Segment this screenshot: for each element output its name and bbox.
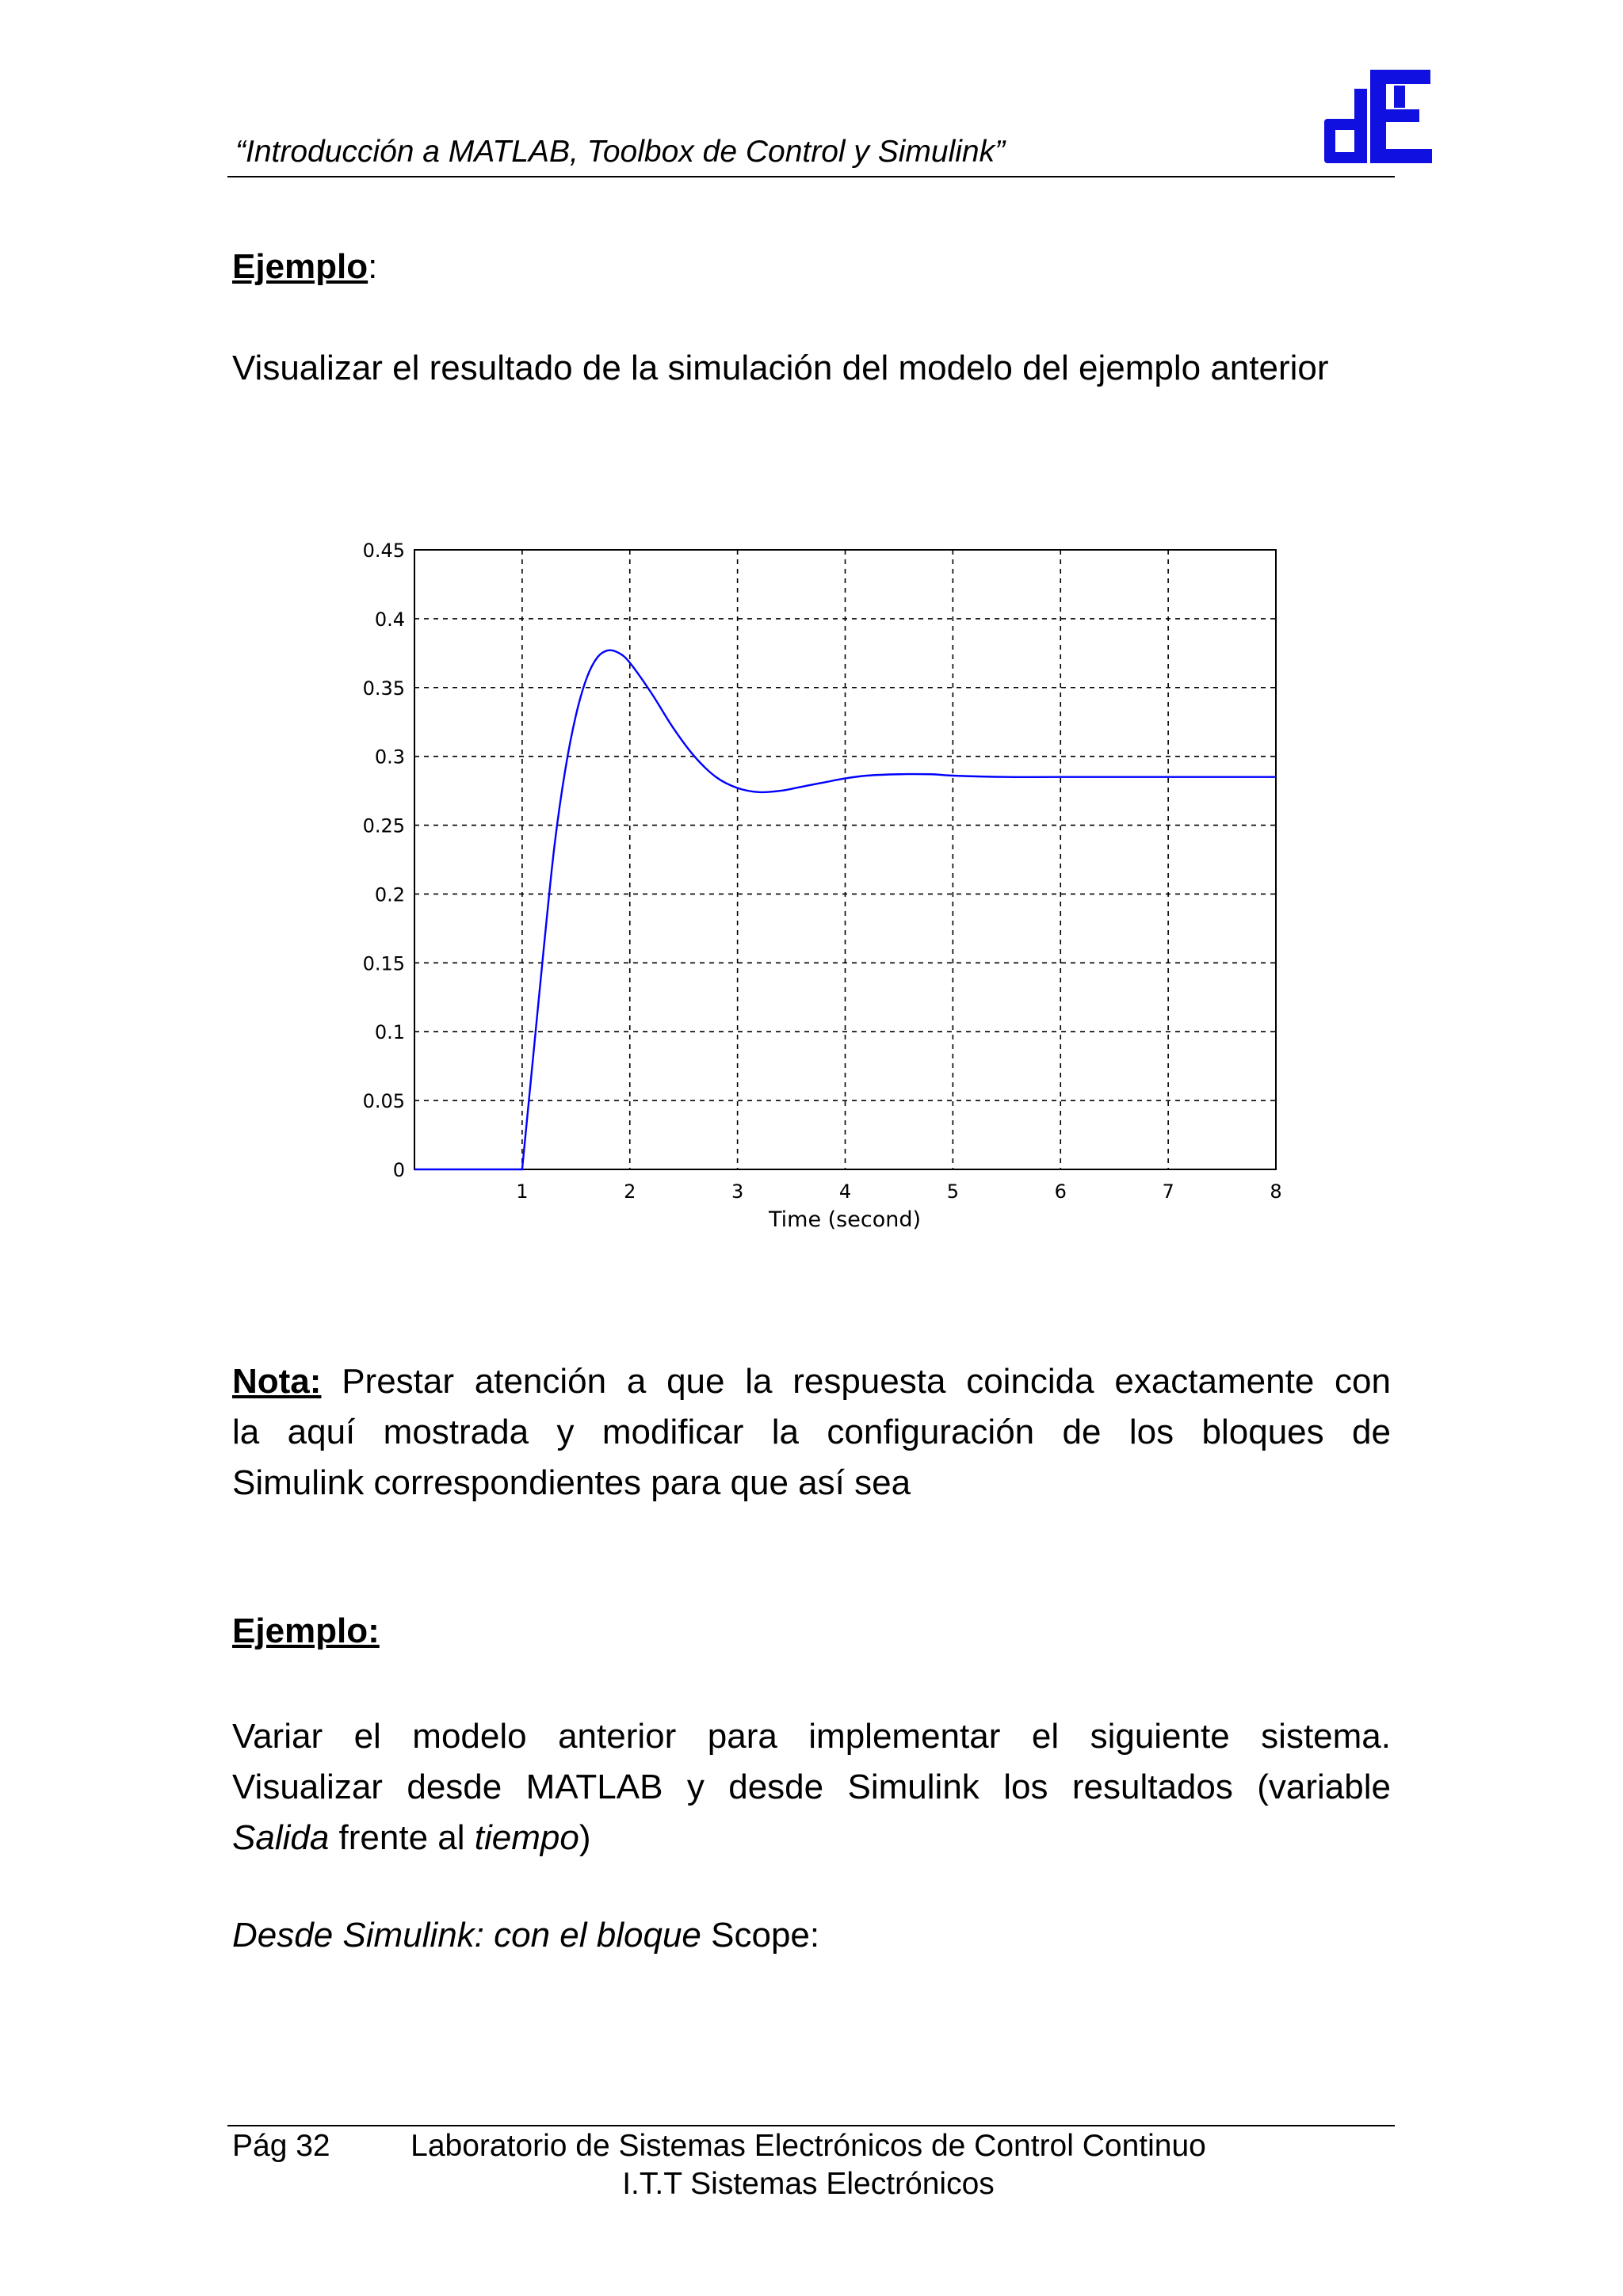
y-tick-label: 0.1: [374, 1021, 405, 1044]
section2-line-1: Variar el modelo anterior para implementar el siguiente sistema.: [232, 1717, 1391, 1756]
x-tick-label: 3: [731, 1180, 744, 1203]
y-tick-label: 0.05: [362, 1090, 405, 1113]
section1-text: Visualizar el resultado de la simulación del modelo del ejemplo anterior: [232, 349, 1329, 387]
x-axis-label: Time (second): [768, 1207, 922, 1232]
footer-line-1: Laboratorio de Sistemas Electrónicos de Control Continuo: [411, 2129, 1206, 2163]
nota-line-1: [232, 1356, 1391, 1407]
section2-line-2: Visualizar desde MATLAB y desde Simulink los resultados (variable: [232, 1768, 1391, 1806]
nota-line-2: la aquí mostrada y modificar la configuración de los bloques de: [232, 1413, 1391, 1451]
y-tick-label: 0.3: [374, 746, 405, 769]
x-tick-label: 6: [1054, 1180, 1067, 1203]
section2-line-3-mid: frente al: [329, 1818, 475, 1857]
section2-line-3-end: ): [579, 1818, 591, 1857]
x-axis-ticks: [516, 1180, 1281, 1203]
footer-page-number: Pág 32: [232, 2129, 330, 2163]
step-response-chart: [341, 532, 1292, 1245]
y-tick-label: 0.4: [374, 608, 405, 631]
x-tick-label: 1: [516, 1180, 529, 1203]
section2-heading: Ejemplo:: [232, 1611, 380, 1650]
nota-label: Nota:: [232, 1362, 322, 1401]
x-tick-label: 2: [624, 1180, 636, 1203]
salida-term: Salida: [232, 1818, 330, 1857]
y-tick-label: 0: [392, 1159, 405, 1181]
y-tick-label: 0.45: [362, 540, 405, 562]
section1-heading-colon: :: [368, 247, 378, 286]
nota-text-1: Prestar atención a que la respuesta coincida exactamente con: [342, 1362, 1391, 1401]
x-tick-label: 7: [1162, 1180, 1174, 1203]
footer-line-2: I.T.T Sistemas Electrónicos: [622, 2167, 995, 2201]
y-tick-label: 0.25: [362, 814, 405, 837]
section2-line-3: [232, 1813, 1391, 1863]
y-tick-label: 0.2: [374, 883, 405, 906]
section1-heading: Ejemplo: [232, 247, 369, 286]
section1-heading-line: [232, 247, 377, 287]
nota-paragraph: [232, 1356, 1391, 1508]
scope-line: [232, 1916, 819, 1955]
y-axis-ticks: [363, 540, 405, 1181]
footer-rule: [227, 2125, 1395, 2126]
y-tick-label: 0.35: [362, 677, 405, 700]
header-title: “Introducción a MATLAB, Toolbox de Control y Simulink”: [235, 135, 1006, 169]
nota-line-3: Simulink correspondientes para que así sea: [232, 1463, 911, 1502]
tiempo-term: tiempo: [474, 1818, 579, 1857]
header-rule: [227, 176, 1395, 177]
scope-italic: Desde Simulink: con el bloque: [232, 1916, 701, 1955]
x-tick-label: 8: [1270, 1180, 1282, 1203]
section2-paragraph: [232, 1711, 1391, 1863]
department-logo: [1318, 65, 1437, 170]
y-tick-label: 0.15: [362, 952, 405, 975]
x-tick-label: 5: [946, 1180, 960, 1203]
scope-normal: Scope:: [701, 1916, 820, 1955]
x-tick-label: 4: [838, 1180, 852, 1203]
